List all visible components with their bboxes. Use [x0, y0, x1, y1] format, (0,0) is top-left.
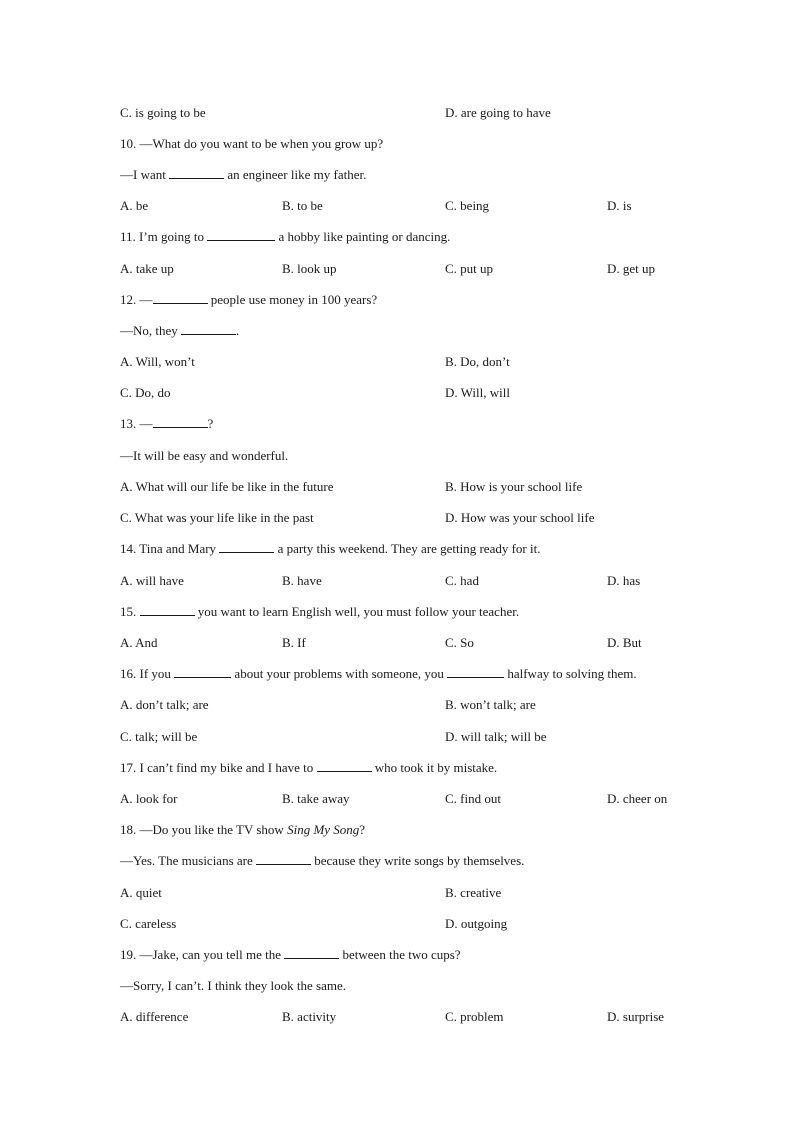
stem-text: 15.: [120, 604, 140, 619]
question-stem: [120, 947, 461, 963]
question-stem: [120, 666, 637, 682]
question-stem: —It will be easy and wonderful.: [120, 448, 289, 463]
answer-blank[interactable]: [181, 323, 236, 335]
answer-option[interactable]: D. But: [607, 635, 642, 650]
answer-option[interactable]: B. to be: [282, 198, 323, 213]
answer-option[interactable]: C. is going to be: [120, 105, 206, 120]
answer-blank[interactable]: [153, 416, 208, 428]
answer-option[interactable]: B. If: [282, 635, 306, 650]
stem-text: you want to learn English well, you must follow your teacher.: [194, 604, 520, 619]
stem-text: because they write songs by themselves.: [311, 853, 525, 868]
question-stem: [120, 822, 365, 838]
answer-option[interactable]: A. will have: [120, 573, 184, 588]
answer-option[interactable]: A. And: [120, 635, 158, 650]
answer-option[interactable]: A. be: [120, 198, 149, 213]
question-stem: [120, 604, 519, 620]
answer-option[interactable]: C. put up: [445, 261, 494, 276]
question-stem: [120, 167, 366, 183]
stem-text: people use money in 100 years?: [207, 292, 378, 307]
stem-text: 12. —: [120, 292, 153, 307]
answer-option[interactable]: C. find out: [445, 791, 501, 806]
answer-blank[interactable]: [153, 292, 208, 304]
stem-text: 14. Tina and Mary: [120, 541, 220, 556]
answer-option[interactable]: C. Do, do: [120, 385, 171, 400]
question-stem: —Sorry, I can’t. I think they look the same.: [120, 978, 347, 993]
answer-option[interactable]: A. take up: [120, 261, 174, 276]
answer-blank[interactable]: [447, 666, 504, 678]
answer-option[interactable]: D. is: [607, 198, 632, 213]
show-title: Sing My Song: [287, 822, 360, 837]
answer-option[interactable]: A. don’t talk; are: [120, 697, 209, 712]
stem-text: 19. —Jake, can you tell me the: [120, 947, 285, 962]
answer-option[interactable]: D. surprise: [607, 1009, 665, 1024]
stem-text: 17. I can’t find my bike and I have to: [120, 760, 317, 775]
stem-text: —No, they: [120, 323, 182, 338]
answer-blank[interactable]: [256, 853, 311, 865]
answer-option[interactable]: B. look up: [282, 261, 337, 276]
answer-option[interactable]: D. has: [607, 573, 641, 588]
question-stem: [120, 853, 524, 869]
answer-option[interactable]: D. get up: [607, 261, 656, 276]
answer-option[interactable]: D. cheer on: [607, 791, 668, 806]
answer-option[interactable]: B. Do, don’t: [445, 354, 510, 369]
question-stem: [120, 323, 239, 339]
answer-blank[interactable]: [169, 167, 224, 179]
answer-option[interactable]: C. So: [445, 635, 474, 650]
answer-option[interactable]: B. creative: [445, 885, 502, 900]
answer-option[interactable]: C. had: [445, 573, 479, 588]
answer-option[interactable]: C. careless: [120, 916, 177, 931]
answer-option[interactable]: D. outgoing: [445, 916, 508, 931]
answer-option[interactable]: B. won’t talk; are: [445, 697, 536, 712]
question-stem: [120, 760, 497, 776]
answer-option[interactable]: A. Will, won’t: [120, 354, 195, 369]
question-stem: [120, 229, 450, 245]
answer-option[interactable]: C. talk; will be: [120, 729, 198, 744]
stem-text: —Yes. The musicians are: [120, 853, 257, 868]
answer-blank[interactable]: [284, 947, 339, 959]
answer-option[interactable]: A. difference: [120, 1009, 189, 1024]
answer-option[interactable]: A. quiet: [120, 885, 162, 900]
answer-blank[interactable]: [140, 604, 195, 616]
question-stem: [120, 292, 377, 308]
stem-text: 18. —Do you like the TV show: [120, 822, 288, 837]
answer-option[interactable]: D. Will, will: [445, 385, 510, 400]
stem-text: 16. If you: [120, 666, 175, 681]
stem-text: a hobby like painting or dancing.: [275, 229, 451, 244]
answer-option[interactable]: C. problem: [445, 1009, 504, 1024]
answer-blank[interactable]: [219, 541, 274, 553]
answer-option[interactable]: D. will talk; will be: [445, 729, 547, 744]
stem-text: an engineer like my father.: [224, 167, 367, 182]
answer-blank[interactable]: [174, 666, 231, 678]
question-stem: 10. —What do you want to be when you grow up?: [120, 136, 384, 151]
answer-option[interactable]: A. What will our life be like in the future: [120, 479, 334, 494]
answer-option[interactable]: D. are going to have: [445, 105, 551, 120]
stem-text: 11. I’m going to: [120, 229, 208, 244]
answer-option[interactable]: D. How was your school life: [445, 510, 595, 525]
answer-option[interactable]: A. look for: [120, 791, 178, 806]
stem-text: .: [236, 323, 240, 338]
answer-blank[interactable]: [207, 229, 275, 241]
answer-option[interactable]: B. How is your school life: [445, 479, 583, 494]
stem-text: halfway to solving them.: [504, 666, 637, 681]
stem-text: between the two cups?: [339, 947, 461, 962]
stem-text: —I want: [120, 167, 170, 182]
answer-option[interactable]: C. being: [445, 198, 490, 213]
question-stem: [120, 541, 540, 557]
answer-option[interactable]: B. activity: [282, 1009, 337, 1024]
answer-option[interactable]: C. What was your life like in the past: [120, 510, 314, 525]
answer-option[interactable]: B. have: [282, 573, 322, 588]
stem-text: ?: [359, 822, 366, 837]
stem-text: 13. —: [120, 416, 153, 431]
answer-option[interactable]: B. take away: [282, 791, 350, 806]
stem-text: about your problems with someone, you: [231, 666, 448, 681]
stem-text: ?: [207, 416, 214, 431]
question-stem: [120, 416, 213, 432]
stem-text: a party this weekend. They are getting ready for it.: [274, 541, 541, 556]
stem-text: who took it by mistake.: [371, 760, 498, 775]
answer-blank[interactable]: [317, 760, 372, 772]
